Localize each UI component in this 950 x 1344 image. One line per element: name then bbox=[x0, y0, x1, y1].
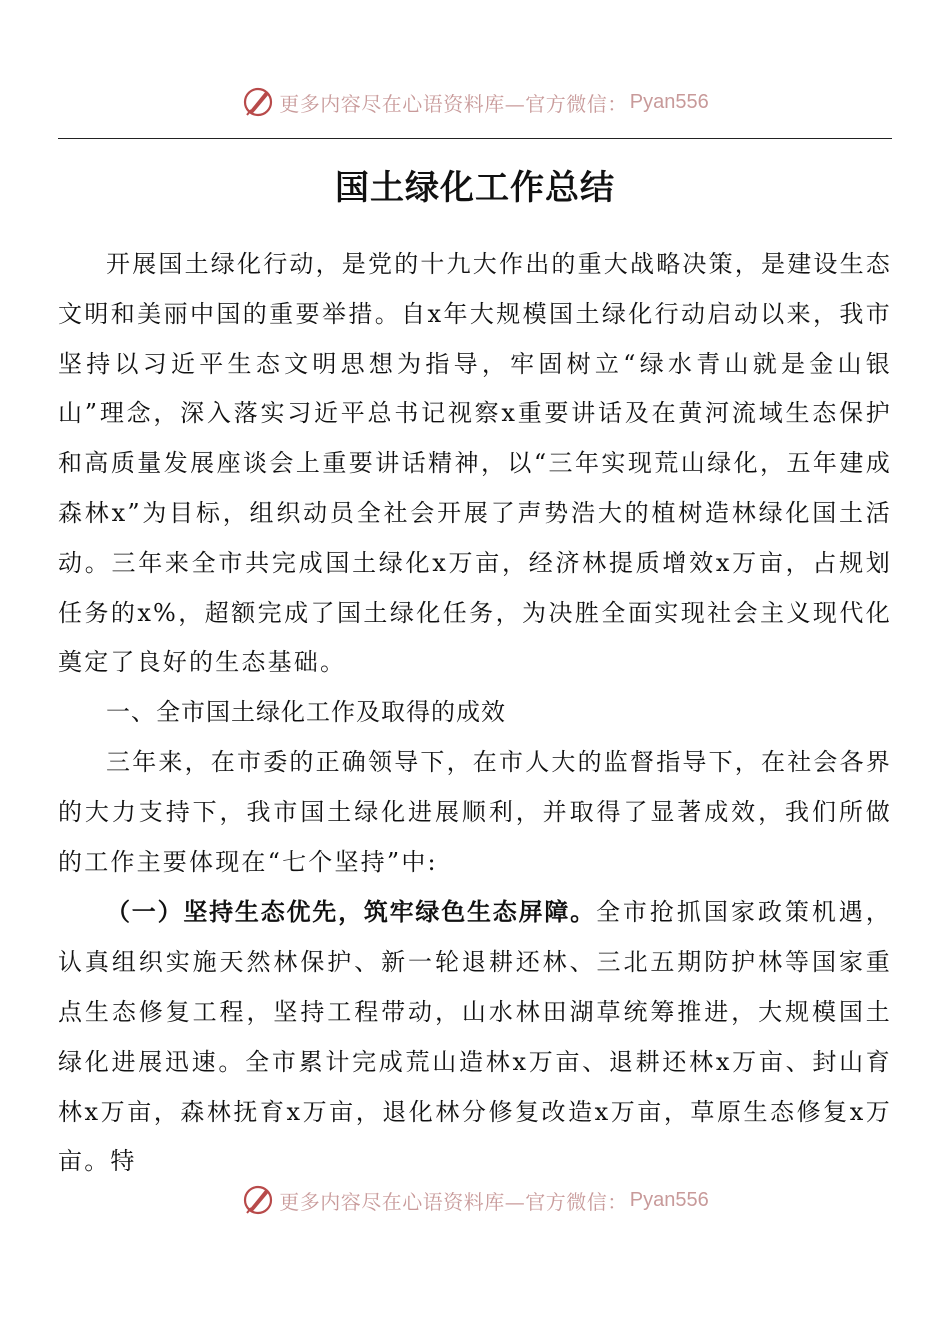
watermark-wechat-id: Pyan556 bbox=[629, 90, 709, 113]
quill-pen-logo-icon bbox=[241, 85, 275, 119]
section-heading: 一、全市国土绿化工作及取得的成效 bbox=[106, 698, 506, 727]
item-lead-text: （一）坚持生态优先，筑牢绿色生态屏障。 bbox=[106, 897, 596, 927]
header-divider bbox=[58, 138, 892, 139]
quill-pen-logo-icon bbox=[241, 1183, 275, 1217]
footer-watermark bbox=[0, 1180, 950, 1220]
header-watermark bbox=[0, 82, 950, 122]
document-body bbox=[58, 240, 892, 1187]
watermark-wechat-id: Pyan556 bbox=[629, 1188, 709, 1211]
item-paragraph bbox=[58, 887, 892, 1187]
intro-paragraph: 开展国土绿化行动，是党的十九大作出的重大战略决策，是建设生态文明和美丽中国的重要举措。自x年大规模国土绿化行动启动以来，我市坚持以习近平生态文明思想为指导，牢固树立“绿水青山就是金山银山”理念，深入落实习近平总书记视察x重要讲话及在黄河流域生态保护和高质量发展座谈会上重要讲话精神，以“三年实现荒山绿化，五年建成森林x”为目标，组织动员全社会开展了声势浩大的植树造林绿化国土活动。三年来全市共完成国土绿化x万亩，经济林提质增效x万亩，占规划任务的x%，超额完成了国土绿化任务，为决胜全面实现社会主义现代化奠定了良好的生态基础。 bbox=[58, 250, 892, 677]
watermark-text: 更多内容尽在心语资料库—官方微信： bbox=[279, 1189, 628, 1214]
section-paragraph: 三年来，在市委的正确领导下，在市人大的监督指导下，在社会各界的大力支持下，我市国土绿化进展顺利，并取得了显著成效，我们所做的工作主要体现在“七个坚持”中: bbox=[58, 747, 892, 876]
document-title: 国土绿化工作总结 bbox=[335, 168, 615, 208]
item-body-text: 全市抢抓国家政策机遇，认真组织实施天然林保护、新一轮退耕还林、三北五期防护林等国家重点生态修复工程，坚持工程带动，山水林田湖草统筹推进，大规模国土绿化进展迅速。全市累计完成荒山造林x万亩、退耕还林x万亩、封山育林x万亩，森林抚育x万亩，退化林分修复改造x万亩，草原生态修复x万亩。特 bbox=[58, 898, 892, 1176]
watermark-text: 更多内容尽在心语资料库—官方微信： bbox=[279, 91, 628, 116]
